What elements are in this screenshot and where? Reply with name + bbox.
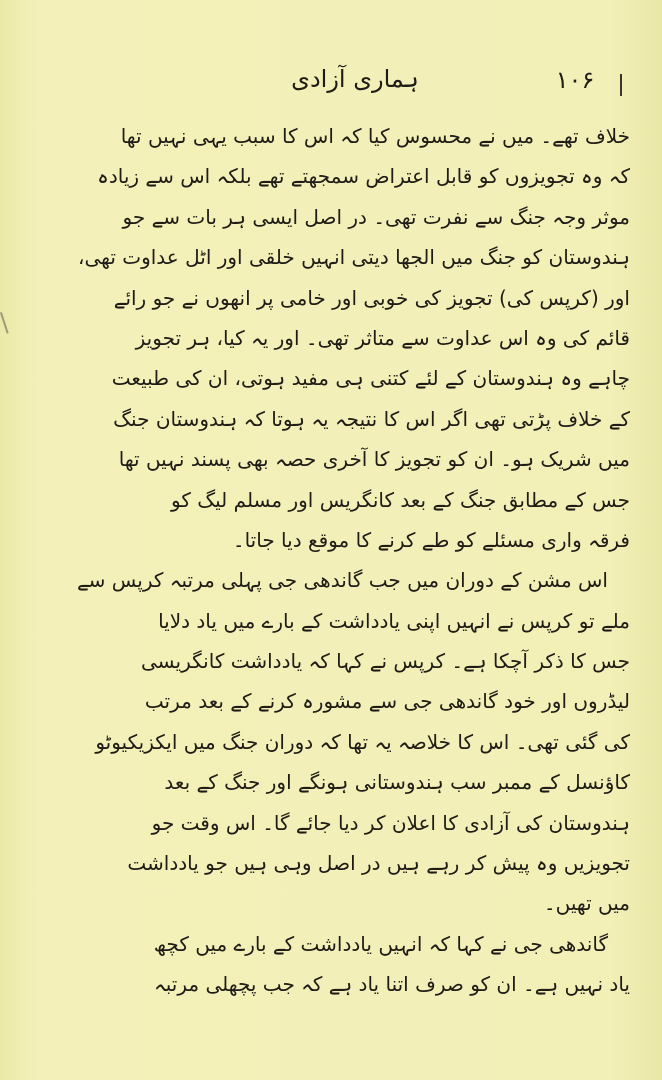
text-line: میں شریک ہو۔ ان کو تجویز کا آخری حصہ بھی پسند نہیں تھا	[118, 447, 630, 472]
text-line: چاہے وہ ہندوستان کے لئے کتنی ہی مفید ہوتی، ان کی طبیعت	[111, 366, 630, 391]
text-line: یاد نہیں ہے۔ ان کو صرف اتنا یاد ہے کہ جب پچھلی مرتبہ	[154, 972, 630, 997]
text-line: گاندھی جی نے کہا کہ انہیں یادداشت کے بارے میں کچھ	[153, 931, 608, 956]
text-line: میں تھیں۔	[543, 891, 630, 916]
text-line: کہ وہ تجویزوں کو قابل اعتراض سمجھتے تھے بلکہ اس سے زیادہ	[97, 164, 630, 189]
text-line: کے خلاف پڑتی تھی اگر اس کا نتیجہ یہ ہوتا کہ ہندوستان جنگ	[113, 406, 630, 431]
running-title: ہماری آزادی	[291, 65, 419, 93]
text-line: کاؤنسل کے ممبر سب ہندوستانی ہونگے اور جنگ کے بعد	[164, 770, 630, 795]
text-line: لیڈروں اور خود گاندھی جی سے مشورہ کرنے کے بعد مرتب	[144, 689, 630, 714]
text-line: جس کے مطابق جنگ کے بعد کانگریس اور مسلم لیگ کو	[171, 487, 630, 512]
text-line: کی گئی تھی۔ اس کا خلاصہ یہ تھا کہ دوران جنگ میں ایکزیکیوٹو	[95, 729, 630, 754]
text-line: قائم کی وہ اس عداوت سے متاثر تھی۔ اور یہ کیا، ہر تجویز	[135, 325, 630, 350]
text-line: جس کا ذکر آچکا ہے۔ کرپس نے کہا کہ یادداشت کانگریسی	[141, 649, 630, 674]
text-line: فرقہ واری مسئلے کو طے کرنے کا موقع دیا جاتا۔	[232, 527, 630, 552]
text-line: خلاف تھے۔ میں نے محسوس کیا کہ اس کا سبب یہی نہیں تھا	[120, 124, 630, 148]
page-number: ۱۰۶	[555, 66, 595, 94]
page-header	[0, 62, 662, 102]
margin-mark	[620, 74, 622, 96]
text-line: ملے تو کرپس نے انہیں اپنی یادداشت کے بارے میں یاد دلایا	[158, 608, 630, 633]
margin-blemish	[0, 308, 20, 333]
body-text	[68, 116, 630, 1005]
text-line: اور (کرپس کی) تجویز کی خوبی اور خامی پر انھوں نے جو رائے	[113, 285, 630, 310]
text-line: تجویزیں وہ پیش کر رہے ہیں در اصل وہی ہیں جو یادداشت	[127, 851, 630, 876]
text-line: ہندوستان کو جنگ میں الجھا دیتی انہیں خلقی اور اٹل عداوت تھی،	[78, 245, 630, 270]
text-line: اس مشن کے دوران میں جب گاندھی جی پہلی مرتبہ کرپس سے	[76, 568, 608, 593]
text-line: موثر وجہ جنگ سے نفرت تھی۔ در اصل ایسی ہر بات سے جو	[122, 204, 630, 229]
text-line: ہندوستان کی آزادی کا اعلان کر دیا جائے گا۔ اس وقت جو	[151, 810, 630, 835]
